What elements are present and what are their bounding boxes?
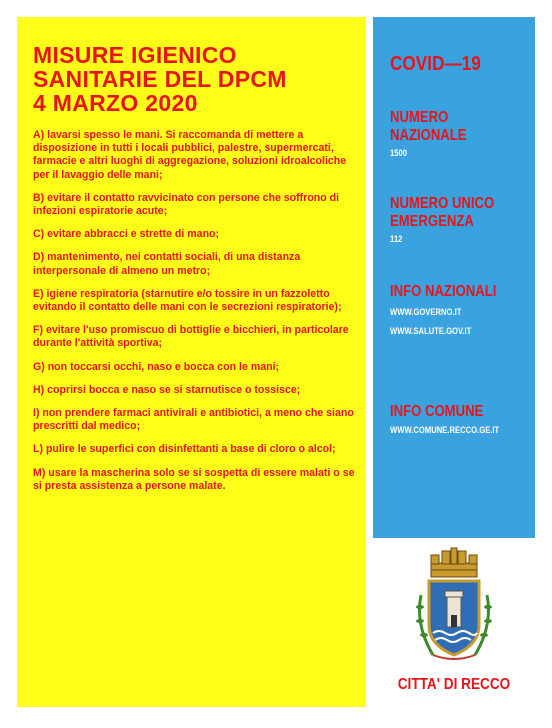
title-line-2: SANITARIE DEL DPCM bbox=[33, 66, 287, 92]
measure-h: H) coprirsi bocca e naso se si starnutisce o tossisce; bbox=[33, 383, 301, 396]
poster-title bbox=[33, 43, 358, 115]
measure-b: B) evitare il contatto ravvicinato con persone che soffrono di infezioni espiratorie acute; bbox=[33, 191, 340, 218]
covid-heading: COVID—19 bbox=[390, 53, 481, 75]
numero-nazionale-heading-1: NUMERO bbox=[390, 109, 449, 126]
numero-emergenza-block bbox=[390, 195, 527, 245]
info-comune-block bbox=[390, 403, 527, 436]
numero-nazionale-value: 1500 bbox=[390, 148, 408, 158]
numero-nazionale-block bbox=[390, 109, 527, 159]
title-line-1: MISURE IGIENICO bbox=[33, 42, 237, 68]
info-comune-heading: INFO COMUNE bbox=[390, 403, 484, 420]
measure-l: L) pulire le superfici con disinfettanti a base di cloro o alcol; bbox=[33, 443, 336, 456]
measure-i: I) non prendere farmaci antivirali e antibiotici, a meno che siano prescritti dal medico; bbox=[33, 407, 354, 433]
measure-a: A) lavarsi spesso le mani. Si raccomanda di mettere a disposizione in tutti i locali pubblici, palestre, supermercati, farmacie e altri luoghi di aggregazione, soluzioni idroalcoliche per il lavaggio delle mani; bbox=[33, 129, 347, 181]
salute-link[interactable]: WWW.SALUTE.GOV.IT bbox=[390, 326, 472, 336]
comune-link[interactable]: WWW.COMUNE.RECCO.GE.IT bbox=[390, 425, 500, 435]
measure-c: C) evitare abbracci e strette di mano; bbox=[33, 228, 220, 241]
city-name: CITTA' DI RECCO bbox=[397, 676, 511, 693]
numero-nazionale-heading-2: NAZIONALE bbox=[390, 127, 467, 144]
measure-g: G) non toccarsi occhi, naso e bocca con le mani; bbox=[33, 360, 280, 373]
city-crest-area bbox=[373, 545, 535, 707]
hygiene-measures-panel bbox=[17, 17, 366, 707]
measure-f: F) evitare l'uso promiscuo di bottiglie e bicchieri, in particolare durante l'attività sportiva; bbox=[33, 324, 349, 350]
measure-m: M) usare la mascherina solo se si sospetta di essere malati o se si presta assistenza a persone malate. bbox=[33, 466, 355, 492]
numero-emergenza-heading-1: NUMERO UNICO bbox=[390, 195, 495, 212]
numero-emergenza-value: 112 bbox=[390, 234, 403, 244]
governo-link[interactable]: WWW.GOVERNO.IT bbox=[390, 307, 462, 317]
contacts-panel bbox=[373, 17, 535, 538]
measure-e: E) igiene respiratoria (starnutire e/o tossire in un fazzoletto evitando il contatto delle mani con le secrezioni respiratorie); bbox=[33, 287, 342, 314]
info-nazionali-block bbox=[390, 283, 527, 337]
info-nazionali-heading: INFO NAZIONALI bbox=[390, 283, 497, 300]
numero-emergenza-heading-2: EMERGENZA bbox=[390, 213, 474, 230]
title-line-3: 4 MARZO 2020 bbox=[33, 90, 198, 116]
measure-d: D) mantenimento, nei contatti sociali, di una distanza interpersonale di almeno un metro; bbox=[33, 251, 301, 277]
recco-coat-of-arms-icon bbox=[411, 545, 497, 673]
